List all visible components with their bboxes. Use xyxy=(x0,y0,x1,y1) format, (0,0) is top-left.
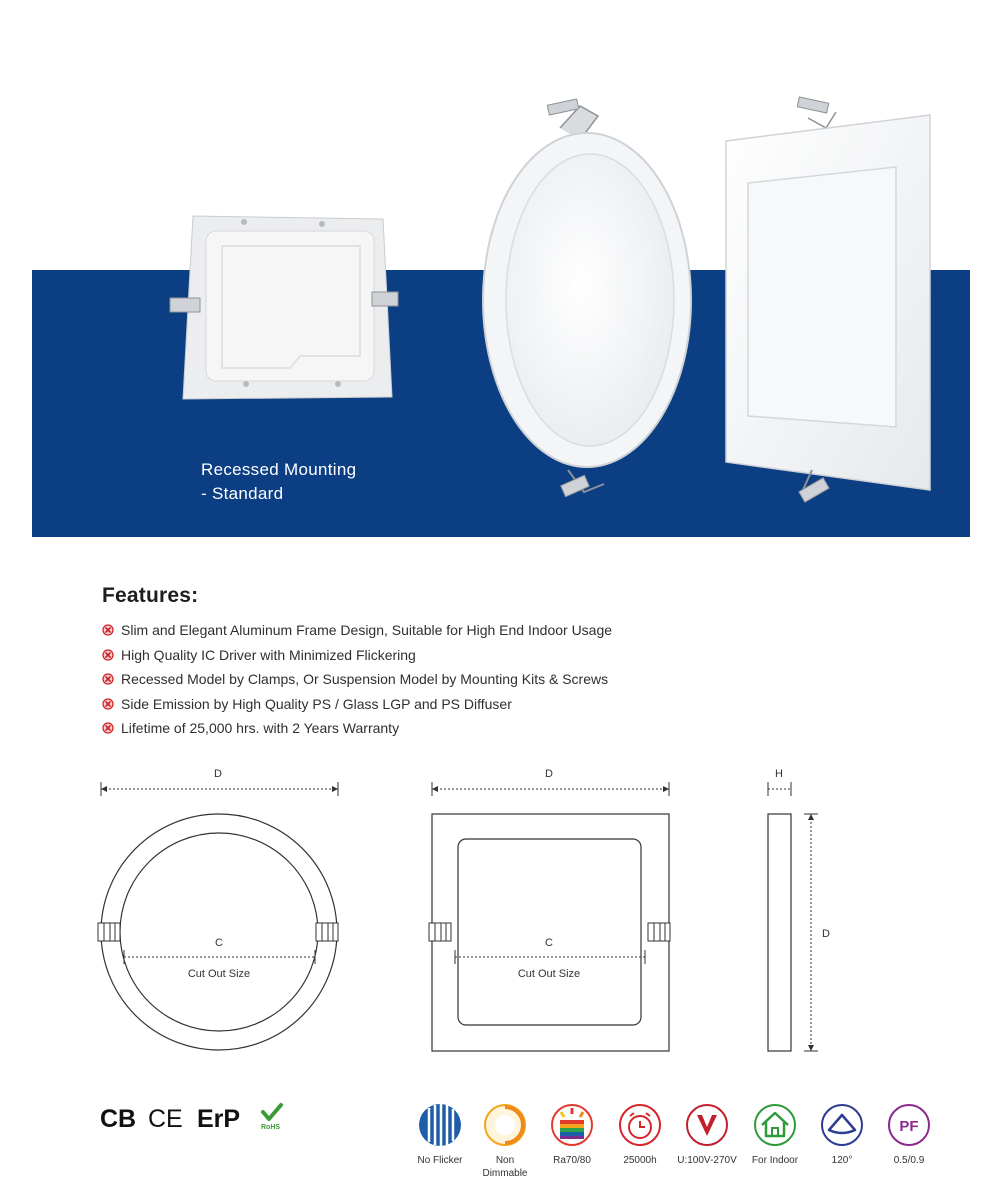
round-width-label: D xyxy=(214,768,222,780)
feature-item xyxy=(102,618,902,643)
spec-lifetime xyxy=(605,1102,675,1167)
spec-label: No Flicker xyxy=(417,1155,463,1166)
bullet-icon xyxy=(102,673,114,685)
feature-text: High Quality IC Driver with Minimized Flickering xyxy=(121,646,416,663)
features-title: Features: xyxy=(102,584,199,607)
cb-logo: CB xyxy=(100,1105,137,1133)
square-width-label: D xyxy=(545,768,553,780)
spec-non-dimmable xyxy=(470,1102,540,1180)
round-dimension-drawing xyxy=(98,768,338,1050)
feature-text: Slim and Elegant Aluminum Frame Design, Suitable for High End Indoor Usage xyxy=(121,622,613,639)
ce-logo: CE xyxy=(148,1105,183,1133)
spec-power-factor xyxy=(874,1102,944,1167)
round-cutout-label: C xyxy=(215,937,223,949)
spec-label-line2: Dimmable xyxy=(482,1168,528,1179)
square-dimension-drawing xyxy=(429,768,670,1051)
round-cutout-caption: Cut Out Size xyxy=(187,968,251,980)
feature-item xyxy=(102,716,902,741)
bullet-icon xyxy=(102,624,114,636)
spec-icons xyxy=(405,1102,945,1182)
bullet-icon xyxy=(102,649,114,661)
bullet-icon xyxy=(102,698,114,710)
spec-label: 25000h xyxy=(623,1155,657,1166)
square-panel-back-image xyxy=(170,216,398,399)
spec-no-flicker xyxy=(405,1102,475,1167)
feature-item xyxy=(102,643,902,668)
feature-item xyxy=(102,667,902,692)
power-factor-icon xyxy=(886,1102,932,1148)
spec-label: 0.5/0.9 xyxy=(893,1155,925,1166)
features-section xyxy=(102,584,902,741)
spec-label: Ra70/80 xyxy=(553,1155,591,1166)
spec-beam-angle xyxy=(807,1102,877,1167)
hero-caption xyxy=(201,458,356,506)
hero-caption-line1: Recessed Mounting xyxy=(201,460,357,479)
feature-text: Lifetime of 25,000 hrs. with 2 Years Warranty xyxy=(121,720,400,737)
erp-logo: ErP xyxy=(197,1105,241,1133)
feature-list xyxy=(102,618,902,741)
voltage-icon xyxy=(684,1102,730,1148)
lifetime-clock-icon xyxy=(617,1102,663,1148)
spec-label: For Indoor xyxy=(751,1155,799,1166)
square-cutout-label: C xyxy=(545,937,553,949)
square-panel-front-image xyxy=(726,97,930,502)
no-flicker-icon xyxy=(417,1102,463,1148)
side-dimension-drawing xyxy=(768,768,830,1051)
spec-label: Non xyxy=(495,1155,515,1166)
rohs-text: RoHS xyxy=(261,1124,281,1131)
ra-icon xyxy=(549,1102,595,1148)
round-panel-image xyxy=(483,99,691,497)
product-images xyxy=(0,0,1000,540)
feature-text: Recessed Model by Clamps, Or Suspension Model by Mounting Kits & Screws xyxy=(121,671,609,688)
spec-label: 120° xyxy=(831,1155,853,1166)
spec-indoor xyxy=(740,1102,810,1167)
non-dimmable-icon xyxy=(482,1102,528,1148)
indoor-house-icon xyxy=(752,1102,798,1148)
spec-voltage xyxy=(672,1102,742,1167)
power-factor-badge-text: PF xyxy=(899,1118,919,1135)
certification-logos xyxy=(100,1100,300,1140)
hero-caption-line2: - Standard xyxy=(201,484,284,503)
spec-label: U:100V-270V xyxy=(677,1155,737,1166)
spec-ra xyxy=(537,1102,607,1167)
bullet-icon xyxy=(102,722,114,734)
square-cutout-caption: Cut Out Size xyxy=(517,968,581,980)
beam-angle-icon xyxy=(819,1102,865,1148)
dimension-drawings xyxy=(0,760,1000,1060)
feature-item xyxy=(102,692,902,717)
rohs-logo xyxy=(261,1105,281,1131)
side-height-label: H xyxy=(775,768,783,780)
side-depth-label: D xyxy=(822,928,830,940)
feature-text: Side Emission by High Quality PS / Glass LGP and PS Diffuser xyxy=(121,695,512,712)
